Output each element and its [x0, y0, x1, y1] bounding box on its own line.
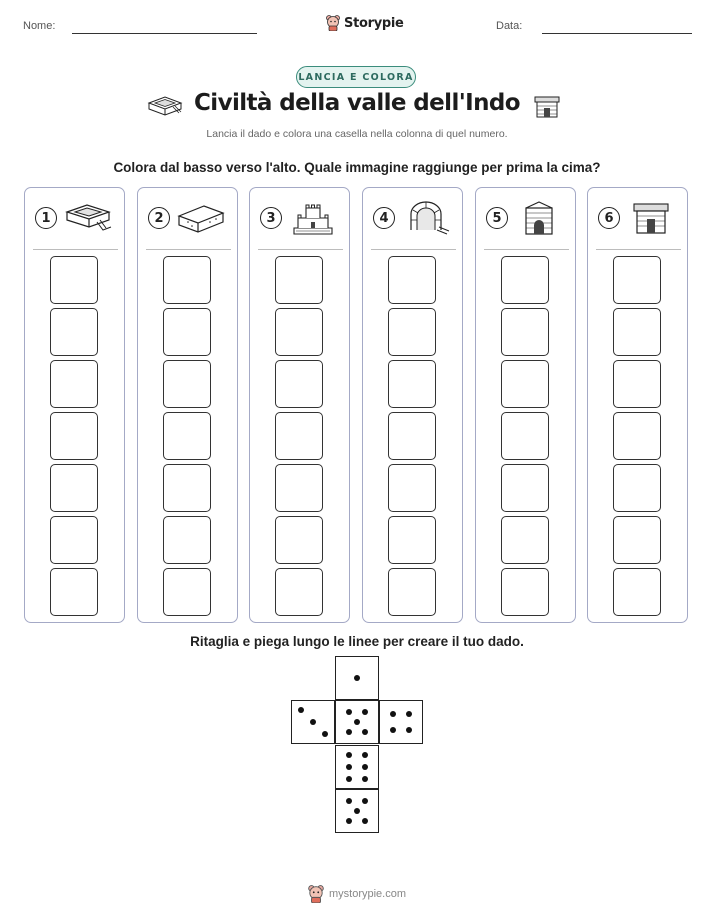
color-box[interactable] — [388, 256, 436, 304]
die-pip — [346, 776, 352, 782]
page-title: Civiltà della valle dell'Indo — [194, 90, 520, 116]
dice-column-6 — [587, 187, 688, 623]
column-number: 3 — [260, 207, 282, 229]
die-pip — [322, 731, 328, 737]
name-line[interactable] — [72, 33, 257, 34]
color-box[interactable] — [501, 308, 549, 356]
activity-badge: LANCIA E COLORA — [296, 66, 416, 88]
column-number: 2 — [148, 207, 170, 229]
die-face-4 — [379, 700, 423, 744]
brand-logo — [326, 12, 404, 34]
color-box[interactable] — [501, 464, 549, 512]
color-box[interactable] — [613, 256, 661, 304]
color-box[interactable] — [275, 256, 323, 304]
brand-name: Storypie — [344, 15, 404, 31]
coloring-instruction: Colora dal basso verso l'alto. Quale immagine raggiunge per prima la cima? — [113, 160, 601, 175]
date-label: Data: — [496, 20, 523, 32]
die-pip — [362, 764, 368, 770]
color-box[interactable] — [388, 568, 436, 616]
bear-mascot-icon — [326, 15, 340, 31]
color-box[interactable] — [501, 360, 549, 408]
color-box[interactable] — [501, 516, 549, 564]
die-pip — [298, 707, 304, 713]
die-pip — [346, 764, 352, 770]
die-pip — [354, 719, 360, 725]
column-number: 4 — [373, 207, 395, 229]
color-box[interactable] — [613, 516, 661, 564]
granary-icon — [514, 200, 564, 236]
color-box[interactable] — [50, 256, 98, 304]
color-box[interactable] — [50, 412, 98, 460]
die-pip — [406, 711, 412, 717]
die-pip — [346, 818, 352, 824]
color-box[interactable] — [163, 360, 211, 408]
color-box[interactable] — [275, 464, 323, 512]
die-pip — [310, 719, 316, 725]
column-divider — [33, 249, 118, 250]
footer — [308, 884, 406, 904]
citadel-icon — [288, 200, 338, 236]
color-box[interactable] — [163, 568, 211, 616]
die-pip — [346, 798, 352, 804]
die-face-3 — [291, 700, 335, 744]
color-box[interactable] — [50, 360, 98, 408]
house-icon — [534, 95, 560, 119]
date-line[interactable] — [542, 33, 692, 34]
die-pip — [362, 729, 368, 735]
color-box[interactable] — [613, 360, 661, 408]
die-face-5 — [335, 789, 379, 833]
color-box[interactable] — [613, 412, 661, 460]
column-number: 5 — [486, 207, 508, 229]
column-divider — [596, 249, 681, 250]
die-pip — [346, 729, 352, 735]
die-pip — [362, 818, 368, 824]
name-label: Nome: — [23, 20, 56, 32]
dice-column-3 — [249, 187, 350, 623]
color-box[interactable] — [388, 360, 436, 408]
die-face-5 — [335, 700, 379, 744]
die-pip — [346, 752, 352, 758]
bear-mascot-icon — [308, 885, 324, 903]
column-number: 6 — [598, 207, 620, 229]
color-box[interactable] — [388, 516, 436, 564]
color-box[interactable] — [501, 256, 549, 304]
column-divider — [371, 249, 456, 250]
color-box[interactable] — [275, 516, 323, 564]
die-pip — [346, 709, 352, 715]
die-face-6 — [335, 745, 379, 789]
die-pip — [354, 675, 360, 681]
color-box[interactable] — [163, 412, 211, 460]
color-box[interactable] — [163, 516, 211, 564]
dice-column-4 — [362, 187, 463, 623]
die-face-1 — [335, 656, 379, 700]
die-pip — [390, 711, 396, 717]
dice-column-2 — [137, 187, 238, 623]
die-pip — [362, 752, 368, 758]
color-box[interactable] — [163, 256, 211, 304]
die-pip — [354, 808, 360, 814]
color-box[interactable] — [50, 568, 98, 616]
color-box[interactable] — [163, 308, 211, 356]
die-pip — [362, 776, 368, 782]
great-bath-icon — [63, 200, 113, 236]
column-divider — [484, 249, 569, 250]
color-box[interactable] — [50, 308, 98, 356]
color-box[interactable] — [613, 464, 661, 512]
color-box[interactable] — [388, 308, 436, 356]
subtitle: Lancia il dado e colora una casella nella colonna di quel numero. — [206, 128, 508, 140]
color-box[interactable] — [388, 464, 436, 512]
dice-column-1 — [24, 187, 125, 623]
color-box[interactable] — [275, 360, 323, 408]
color-box[interactable] — [613, 308, 661, 356]
die-pip — [362, 709, 368, 715]
color-box[interactable] — [501, 412, 549, 460]
brick-icon — [176, 200, 226, 236]
cut-instruction: Ritaglia e piega lungo le linee per creare il tuo dado. — [190, 634, 524, 649]
color-box[interactable] — [613, 568, 661, 616]
footer-url: mystorypie.com — [329, 888, 407, 900]
color-box[interactable] — [275, 568, 323, 616]
column-divider — [146, 249, 231, 250]
color-box[interactable] — [50, 516, 98, 564]
color-box[interactable] — [50, 464, 98, 512]
color-box[interactable] — [275, 308, 323, 356]
color-box[interactable] — [501, 568, 549, 616]
color-box[interactable] — [388, 412, 436, 460]
column-number: 1 — [35, 207, 57, 229]
house-icon — [626, 200, 676, 236]
die-pip — [362, 798, 368, 804]
color-box[interactable] — [163, 464, 211, 512]
column-divider — [258, 249, 343, 250]
dice-column-5 — [475, 187, 576, 623]
color-box[interactable] — [275, 412, 323, 460]
well-icon — [401, 200, 451, 236]
die-pip — [390, 727, 396, 733]
die-pip — [406, 727, 412, 733]
